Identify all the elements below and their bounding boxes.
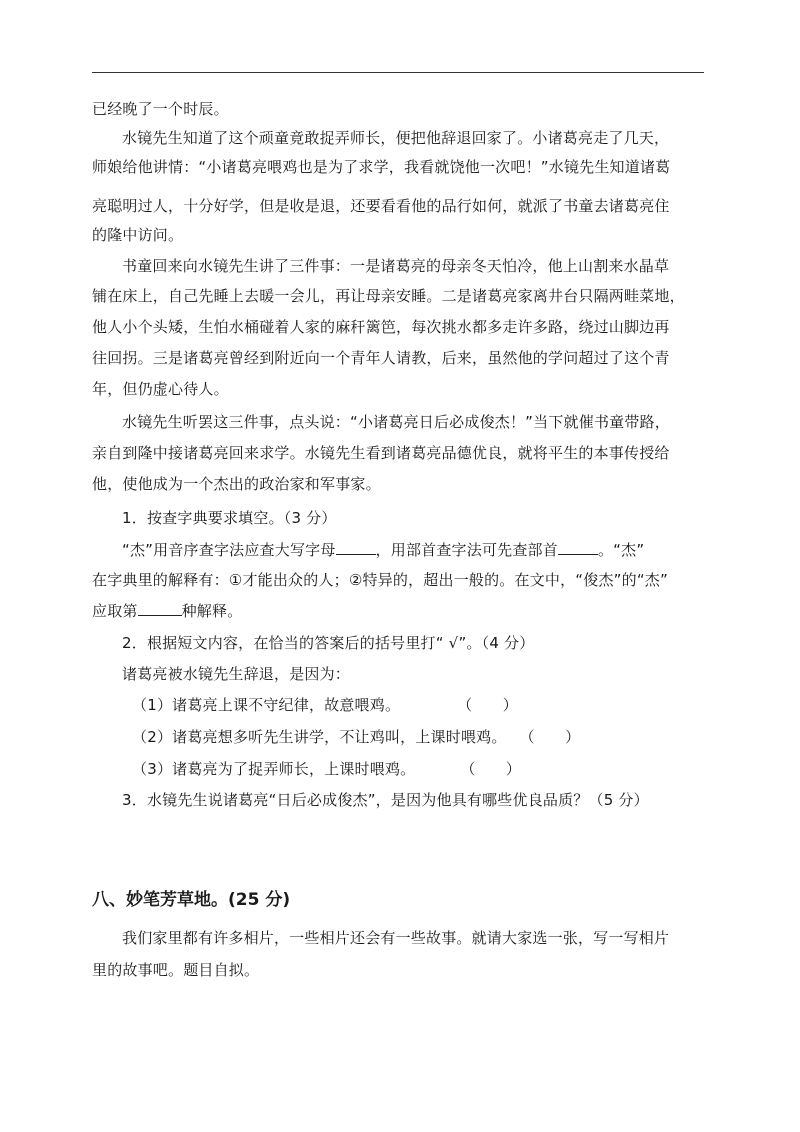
passage-line: 他，使他成为一个杰出的政治家和军事家。 [92, 475, 381, 493]
passage-line: 水镜先生听罢这三件事，点头说：“小诸葛亮日后必成俊杰！”当下就催书童带路， [122, 413, 670, 431]
section-8-line: 里的故事吧。题目自拟。 [92, 961, 260, 979]
question-3-title: 3．水镜先生说诸葛亮“日后必成俊杰”，是因为他具有哪些优良品质？（5 分） [122, 791, 649, 809]
passage-line: 铺在床上，自己先睡上去暖一会儿，再让母亲安睡。二是诸葛亮家离井台只隔两畦菜地， [92, 287, 685, 305]
passage-line: 的隆中访问。 [92, 226, 184, 244]
question-1-line: 在字典里的解释有：①才能出众的人；②特异的，超出一般的。在文中，“俊杰”的“杰” [92, 571, 668, 589]
q1-text: “杰”用音序查字法应查大写字母 [122, 541, 336, 559]
passage-line: 年，但仍虚心待人。 [92, 380, 229, 398]
choice-option [132, 727, 580, 747]
passage-line: 书童回来向水镜先生讲了三件事：一是诸葛亮的母亲冬天怕冷，他上山割来水晶草 [122, 257, 670, 275]
option-text: （1）诸葛亮上课不守纪律，故意喂鸡。 [132, 696, 401, 714]
answer-blank[interactable] [336, 540, 376, 555]
question-2-title: 2．根据短文内容，在恰当的答案后的括号里打“ √”。（4 分） [122, 634, 535, 652]
choice-option [132, 695, 518, 715]
option-text: （3）诸葛亮为了捉弄师长，上课时喂鸡。 [132, 760, 416, 778]
passage-line: 亲自到隆中接诸葛亮回来求学。水镜先生看到诸葛亮品德优良，就将平生的本事传授给 [92, 444, 670, 462]
section-8-line: 我们家里都有许多相片，一些相片还会有一些故事。就请大家选一张，写一写相片 [122, 929, 670, 947]
question-1-line [122, 540, 644, 560]
passage-line: 往回拐。三是诸葛亮曾经到附近向一个青年人请教，后来，虽然他的学问超过了这个青 [92, 349, 670, 367]
passage-line: 师娘给他讲情：“小诸葛亮喂鸡也是为了求学，我看就饶他一次吧！”水镜先生知道诸葛 [92, 158, 671, 176]
answer-blank[interactable] [138, 601, 182, 616]
question-1-line [92, 601, 242, 621]
answer-parentheses[interactable]: （ ） [457, 696, 518, 714]
q1-text: 。“杰” [597, 541, 645, 559]
q1-text: ，用部首查字法可先查部首 [375, 541, 558, 559]
answer-blank[interactable] [558, 540, 598, 555]
option-text: （2）诸葛亮想多听先生讲学，不让鸡叫，上课时喂鸡。 [132, 728, 507, 746]
question-2-stem: 诸葛亮被水镜先生辞退，是因为： [122, 665, 351, 683]
passage-line: 他人小个头矮，生怕水桶碰着人家的麻秆篱笆，每次挑水都多走许多路，绕过山脚边再 [92, 318, 670, 336]
header-rule [92, 72, 704, 73]
q1-text: 种解释。 [181, 602, 243, 620]
q1-text: 应取第 [92, 602, 138, 620]
question-1-title: 1．按查字典要求填空。（3 分） [122, 509, 337, 527]
passage-line: 已经晚了一个时辰。 [92, 100, 229, 118]
passage-line: 亮聪明过人，十分好学，但是收是退，还要看看他的品行如何，就派了书童去诸葛亮住 [92, 197, 670, 215]
passage-line: 水镜先生知道了这个顽童竟敢捉弄师长，便把他辞退回家了。小诸葛亮走了几天， [122, 129, 670, 147]
choice-option [132, 759, 521, 779]
answer-parentheses[interactable]: （ ） [519, 728, 581, 746]
answer-parentheses[interactable]: （ ） [460, 760, 522, 778]
section-8-heading: 八、妙笔芳草地。(25 分) [92, 890, 291, 910]
